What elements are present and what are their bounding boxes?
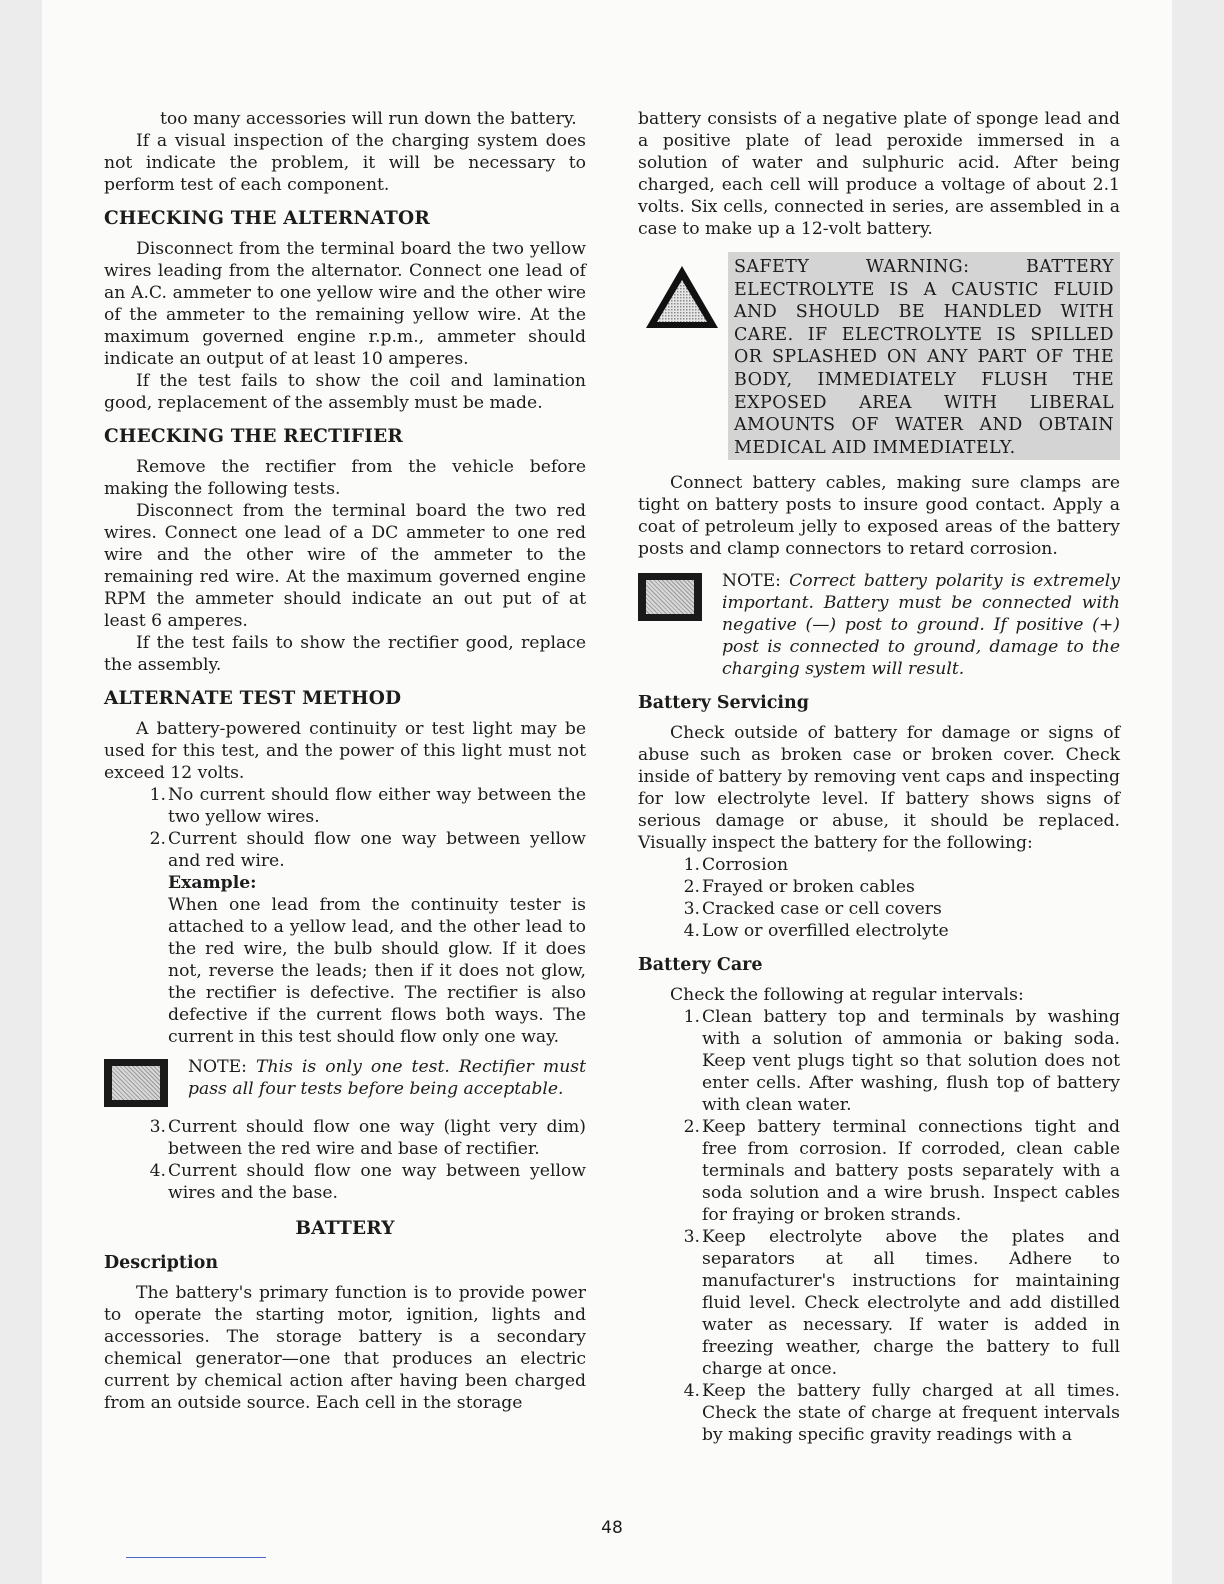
rectifier-paragraph-3: If the test fails to show the rectifier good, replace the assembly. [104,633,586,675]
test-steps-list-b [104,1116,586,1204]
alternator-paragraph-2: If the test fails to show the coil and lamination good, replacement of the assembly must be made. [104,371,586,413]
heading-battery: BATTERY [295,1218,395,1239]
alternate-test-paragraph: A battery-powered continuity or test light may be used for this test, and the power of this light must not exceed 12 volts. [104,719,586,783]
example-block [104,872,586,1048]
heading-battery-care: Battery Care [638,955,763,975]
list-item: 3. Keep electrolyte above the plates and separators at all times. Adhere to manufacturer's instructions for maintaining fluid level. Check electrolyte and add distilled water as necessary. If water is added in freezing weather, charge the battery to full charge at once. [683,1227,1120,1379]
example-text: When one lead from the continuity tester is attached to a yellow lead, and the other lead to the red wire, the bulb should glow. If it does not, reverse the leads; then if it does not glow, the rectifier is defective. The rectifier is also defective if the current flows both ways. The current in this test should flow only one way. [168,895,586,1047]
list-item: 1. Clean battery top and terminals by washing with a solution of ammonia or baking soda. Keep vent plugs tight so that solution does not enter cells. After washing, flush top of battery with clean water. [683,1007,1120,1115]
list-item: 1. Corrosion [683,855,789,875]
description-paragraph: The battery's primary function is to provide power to operate the starting motor, ignition, lights and accessories. The storage battery is a secondary chemical generator—one that produces an electric current by chemical action after having been charged from an outside source. Each cell in the storage [104,1283,586,1413]
note-label: NOTE: [722,571,790,591]
list-item: 4. Current should flow one way between yellow wires and the base. [149,1161,586,1203]
note-rectifier [104,1056,586,1106]
rectifier-paragraph-1: Remove the rectifier from the vehicle before making the following tests. [104,457,586,499]
care-intro: Check the following at regular intervals: [670,985,1024,1005]
note-label: NOTE: [188,1057,256,1077]
note-text: This is only one test. Rectifier must pass all four tests before being acceptable. [188,1057,586,1099]
note-icon [104,1059,168,1107]
heading-alternate-test-method: ALTERNATE TEST METHOD [104,688,402,709]
rectifier-paragraph-2: Disconnect from the terminal board the two red wires. Connect one lead of a DC ammeter to one red wire and the other wire of the ammeter to the remaining red wire. At the maximum governed engine RPM the ammeter should indicate an out put of at least 6 amperes. [104,501,586,631]
note-polarity [638,570,1120,680]
list-item: 1. No current should flow either way between the two yellow wires. [149,785,586,827]
left-column [104,108,586,1414]
page-number: 48 [601,1518,623,1538]
test-steps-list-a [104,784,586,872]
inspection-list [638,854,1120,942]
servicing-paragraph: Check outside of battery for damage or signs of abuse such as broken case or broken cover. Check inside of battery by removing vent caps and inspecting for low electrolyte level. If battery shows signs of serious damage or abuse, it should be replaced. Visually inspect the battery for the following: [638,723,1120,853]
list-item: 3. Current should flow one way (light very dim) between the red wire and base of rectifier. [149,1117,586,1159]
list-item: 4. Keep the battery fully charged at all times. Check the state of charge at frequent intervals by making specific gravity readings with a [683,1381,1120,1445]
heading-battery-servicing: Battery Servicing [638,693,809,713]
note-icon [638,573,702,621]
warning-triangle-icon [644,264,720,330]
warning-text: SAFETY WARNING: BATTERY ELECTROLYTE IS A CAUSTIC FLUID AND SHOULD BE HANDLED WITH CARE. IF ELECTROLYTE IS SPILLED OR SPLASHED ON ANY PART OF THE BODY, IMMEDIATELY FLUSH THE EXPOSED AREA WITH LIBERAL AMOUNTS OF WATER AND OBTAIN MEDICAL AID IMMEDIATELY. [728,252,1120,460]
list-item: 3. Cracked case or cell covers [683,899,942,919]
list-item: 2. Keep battery terminal connections tight and free from corrosion. If corroded, clean cable terminals and battery posts separately with a soda solution and a wire brush. Inspect cables for fraying or broken strands. [683,1117,1120,1225]
safety-warning [638,252,1120,462]
example-label: Example: [168,873,257,893]
intro-paragraph: If a visual inspection of the charging system does not indicate the problem, it will be necessary to perform test of each component. [104,131,586,195]
alternator-paragraph-1: Disconnect from the terminal board the two yellow wires leading from the alternator. Connect one lead of an A.C. ammeter to one yellow wire and the other wire of the ammeter to the remaining yellow wire. At the maximum governed engine r.p.m., ammeter should indicate an output of at least 10 amperes. [104,239,586,369]
care-list [638,1006,1120,1446]
list-item: 2. Current should flow one way between yellow and red wire. [149,829,586,871]
footer-rule [126,1557,266,1558]
connect-cables-paragraph: Connect battery cables, making sure clamps are tight on battery posts to insure good contact. Apply a coat of petroleum jelly to exposed areas of the battery posts and clamp connectors to retard corrosion. [638,473,1120,559]
heading-checking-alternator: CHECKING THE ALTERNATOR [104,208,430,229]
heading-checking-rectifier: CHECKING THE RECTIFIER [104,426,403,447]
list-item: 2. Frayed or broken cables [683,877,915,897]
heading-description: Description [104,1253,219,1273]
intro-continuation: too many accessories will run down the battery. [160,109,577,129]
right-column [638,108,1120,1446]
list-item: 4. Low or overfilled electrolyte [683,921,949,941]
battery-continued-paragraph: battery consists of a negative plate of sponge lead and a positive plate of lead peroxide immersed in a solution of water and sulphuric acid. After being charged, each cell will produce a voltage of about 2.1 volts. Six cells, connected in series, are assembled in a case to make up a 12-volt battery. [638,109,1120,239]
note-text: Correct battery polarity is extremely important. Battery must be connected with negative (—) post to ground. If positive (+) post is connected to ground, damage to the charging system will result. [722,571,1120,679]
